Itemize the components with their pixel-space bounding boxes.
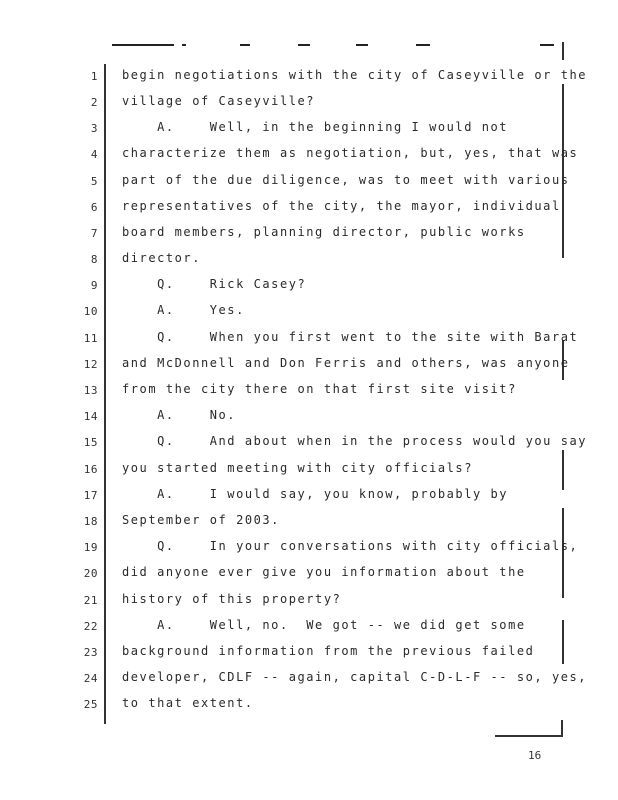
- line-text: history of this property?: [122, 592, 342, 606]
- transcript-line: [0, 511, 618, 537]
- header-rule-segment: [182, 44, 186, 46]
- transcript-line: [0, 223, 618, 249]
- line-text: background information from the previous failed: [122, 644, 535, 658]
- line-number: 10: [83, 305, 98, 318]
- transcript-line: [0, 144, 618, 170]
- line-number: 8: [90, 253, 98, 266]
- transcript-line: [0, 406, 618, 432]
- transcript-line: [0, 328, 618, 354]
- line-number: 6: [90, 201, 98, 214]
- transcript-line: [0, 171, 618, 197]
- transcript-line: [0, 616, 618, 642]
- line-text: and McDonnell and Don Ferris and others, was anyone: [122, 356, 570, 370]
- transcript-line: [0, 642, 618, 668]
- line-number: 11: [83, 332, 98, 345]
- line-text: Q. Rick Casey?: [122, 277, 307, 291]
- line-text: September of 2003.: [122, 513, 280, 527]
- line-number: 23: [83, 646, 98, 659]
- header-rule-segment: [240, 44, 250, 46]
- transcript-line: [0, 197, 618, 223]
- line-text: A. Yes.: [122, 303, 245, 317]
- transcript-line: [0, 380, 618, 406]
- right-margin-segment: [562, 42, 564, 60]
- line-number: 5: [90, 175, 98, 188]
- footer-rule-tick: [561, 720, 563, 736]
- line-number: 18: [83, 515, 98, 528]
- transcript-line: [0, 354, 618, 380]
- footer-rule: [495, 735, 563, 737]
- line-number: 9: [90, 279, 98, 292]
- line-text: you started meeting with city officials?: [122, 461, 473, 475]
- transcript-line: [0, 118, 618, 144]
- line-number: 13: [83, 384, 98, 397]
- header-rule-segment: [416, 44, 430, 46]
- line-text: village of Caseyville?: [122, 94, 316, 108]
- line-text: developer, CDLF -- again, capital C-D-L-F -- so, yes,: [122, 670, 588, 684]
- transcript-line: [0, 563, 618, 589]
- line-text: Q. In your conversations with city officials,: [122, 539, 579, 553]
- transcript-line: [0, 301, 618, 327]
- transcript-line: [0, 668, 618, 694]
- transcript-line: [0, 537, 618, 563]
- line-number: 1: [90, 70, 98, 83]
- line-number: 4: [90, 148, 98, 161]
- line-text: A. I would say, you know, probably by: [122, 487, 509, 501]
- page-number: 16: [528, 749, 542, 762]
- line-number: 21: [83, 594, 98, 607]
- header-rule-segment: [298, 44, 310, 46]
- line-number: 22: [83, 620, 98, 633]
- line-text: begin negotiations with the city of Caseyville or the: [122, 68, 588, 82]
- line-text: characterize them as negotiation, but, yes, that was: [122, 146, 579, 160]
- transcript-line: [0, 459, 618, 485]
- header-rule-segment: [540, 44, 554, 46]
- line-number: 16: [83, 463, 98, 476]
- line-text: Q. When you first went to the site with Barat: [122, 330, 579, 344]
- line-number: 17: [83, 489, 98, 502]
- line-text: director.: [122, 251, 201, 265]
- line-number: 3: [90, 122, 98, 135]
- line-number: 24: [83, 672, 98, 685]
- line-number: 7: [90, 227, 98, 240]
- line-text: A. No.: [122, 408, 237, 422]
- transcript-line: [0, 249, 618, 275]
- line-number: 15: [83, 436, 98, 449]
- line-number: 12: [83, 358, 98, 371]
- transcript-line: [0, 66, 618, 92]
- line-text: from the city there on that first site visit?: [122, 382, 517, 396]
- line-number: 20: [83, 567, 98, 580]
- header-rule-segment: [112, 44, 174, 46]
- transcript-line: [0, 694, 618, 720]
- transcript-line: [0, 432, 618, 458]
- line-text: A. Well, in the beginning I would not: [122, 120, 509, 134]
- line-text: representatives of the city, the mayor, individual: [122, 199, 561, 213]
- line-text: board members, planning director, public works: [122, 225, 526, 239]
- line-text: A. Well, no. We got -- we did get some: [122, 618, 526, 632]
- transcript-line: [0, 485, 618, 511]
- line-number: 2: [90, 96, 98, 109]
- transcript-line: [0, 92, 618, 118]
- line-text: did anyone ever give you information about the: [122, 565, 526, 579]
- line-number: 19: [83, 541, 98, 554]
- line-text: part of the due diligence, was to meet with various: [122, 173, 570, 187]
- transcript-line: [0, 275, 618, 301]
- header-rule-segment: [356, 44, 368, 46]
- line-number: 25: [83, 698, 98, 711]
- line-text: to that extent.: [122, 696, 254, 710]
- transcript-line: [0, 590, 618, 616]
- line-text: Q. And about when in the process would you say: [122, 434, 588, 448]
- line-number: 14: [83, 410, 98, 423]
